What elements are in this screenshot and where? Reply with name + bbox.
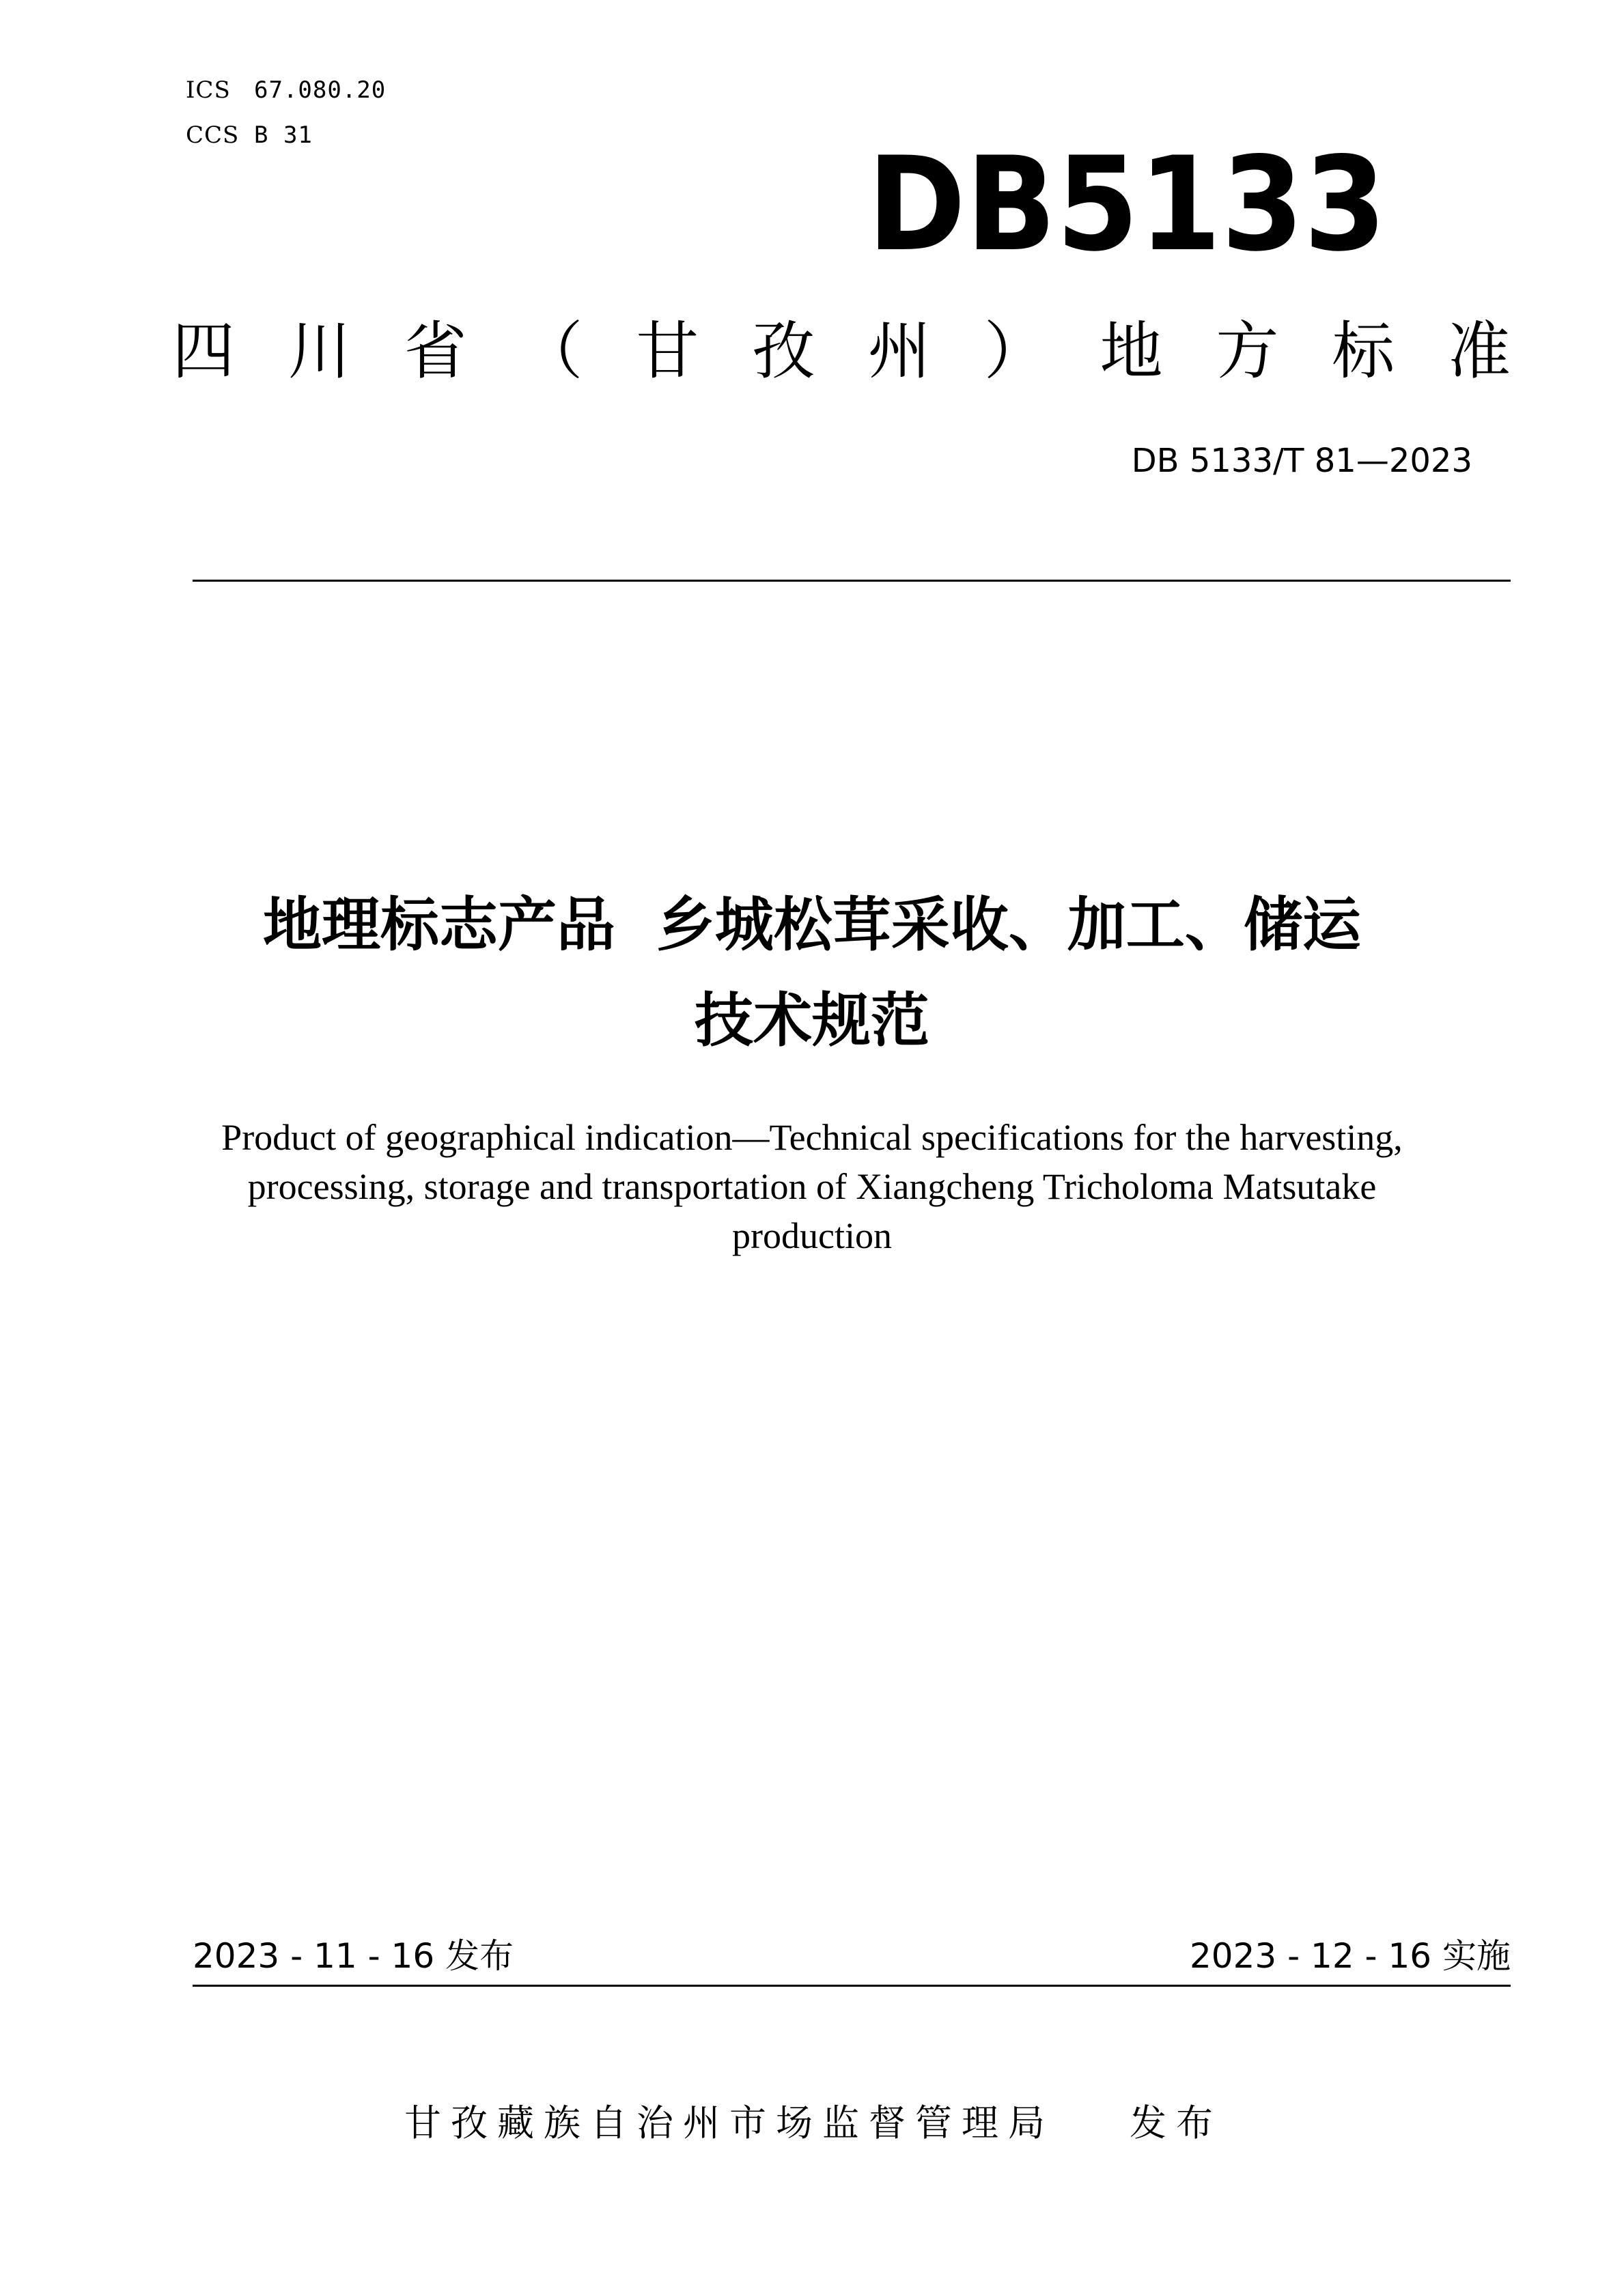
title-cn-line2: 技术规范 [695, 987, 929, 1055]
issuer-action: 发布 [1130, 2101, 1222, 2144]
ccs-row [186, 122, 313, 149]
standard-type-char: 甘 [636, 315, 699, 388]
standard-type-char: 省 [404, 315, 467, 388]
ics-row [186, 76, 386, 104]
ccs-value: B 31 [254, 122, 313, 149]
standard-type-char: （ [520, 315, 583, 388]
standard-type-char: 地 [1100, 315, 1163, 388]
top-divider [193, 580, 1511, 582]
standard-number: DB 5133/T 81—2023 [1131, 442, 1472, 480]
issuer: 甘孜藏族自治州市场监督管理局 [404, 2101, 1054, 2144]
title-en-line1: Product of geographical indication—Technical specifications for the harvesting, [221, 1117, 1403, 1158]
standard-type [172, 304, 1511, 399]
implement-date: 2023 - 12 - 16 实施 [1189, 1936, 1511, 1976]
title-cn [0, 877, 1624, 1068]
standard-type-char: 川 [288, 315, 351, 388]
db-logo-text: DB5133 [867, 140, 1386, 270]
standard-type-char: 方 [1216, 315, 1279, 388]
bottom-divider [193, 1985, 1511, 1987]
issuer-row [404, 2096, 1222, 2151]
ics-label: ICS [186, 76, 231, 104]
standard-type-char: 标 [1332, 315, 1395, 388]
ics-value: 67.080.20 [254, 76, 387, 104]
standard-type-char: 州 [867, 315, 931, 388]
title-en-line3: production [732, 1215, 892, 1256]
standard-type-char: ） [983, 315, 1047, 388]
ccs-label: CCS [186, 122, 240, 149]
standard-type-char: 四 [172, 315, 236, 388]
standard-type-char: 准 [1447, 315, 1511, 388]
title-cn-line1: 地理标志产品 乡城松茸采收、加工、储运 [263, 891, 1361, 959]
standard-type-char: 孜 [752, 315, 815, 388]
publish-date: 2023 - 11 - 16 发布 [193, 1936, 514, 1976]
title-en [0, 1113, 1624, 1260]
title-en-line2: processing, storage and transportation of Xiangcheng Tricholoma Matsutake [247, 1166, 1377, 1207]
db-logo [867, 140, 1386, 270]
